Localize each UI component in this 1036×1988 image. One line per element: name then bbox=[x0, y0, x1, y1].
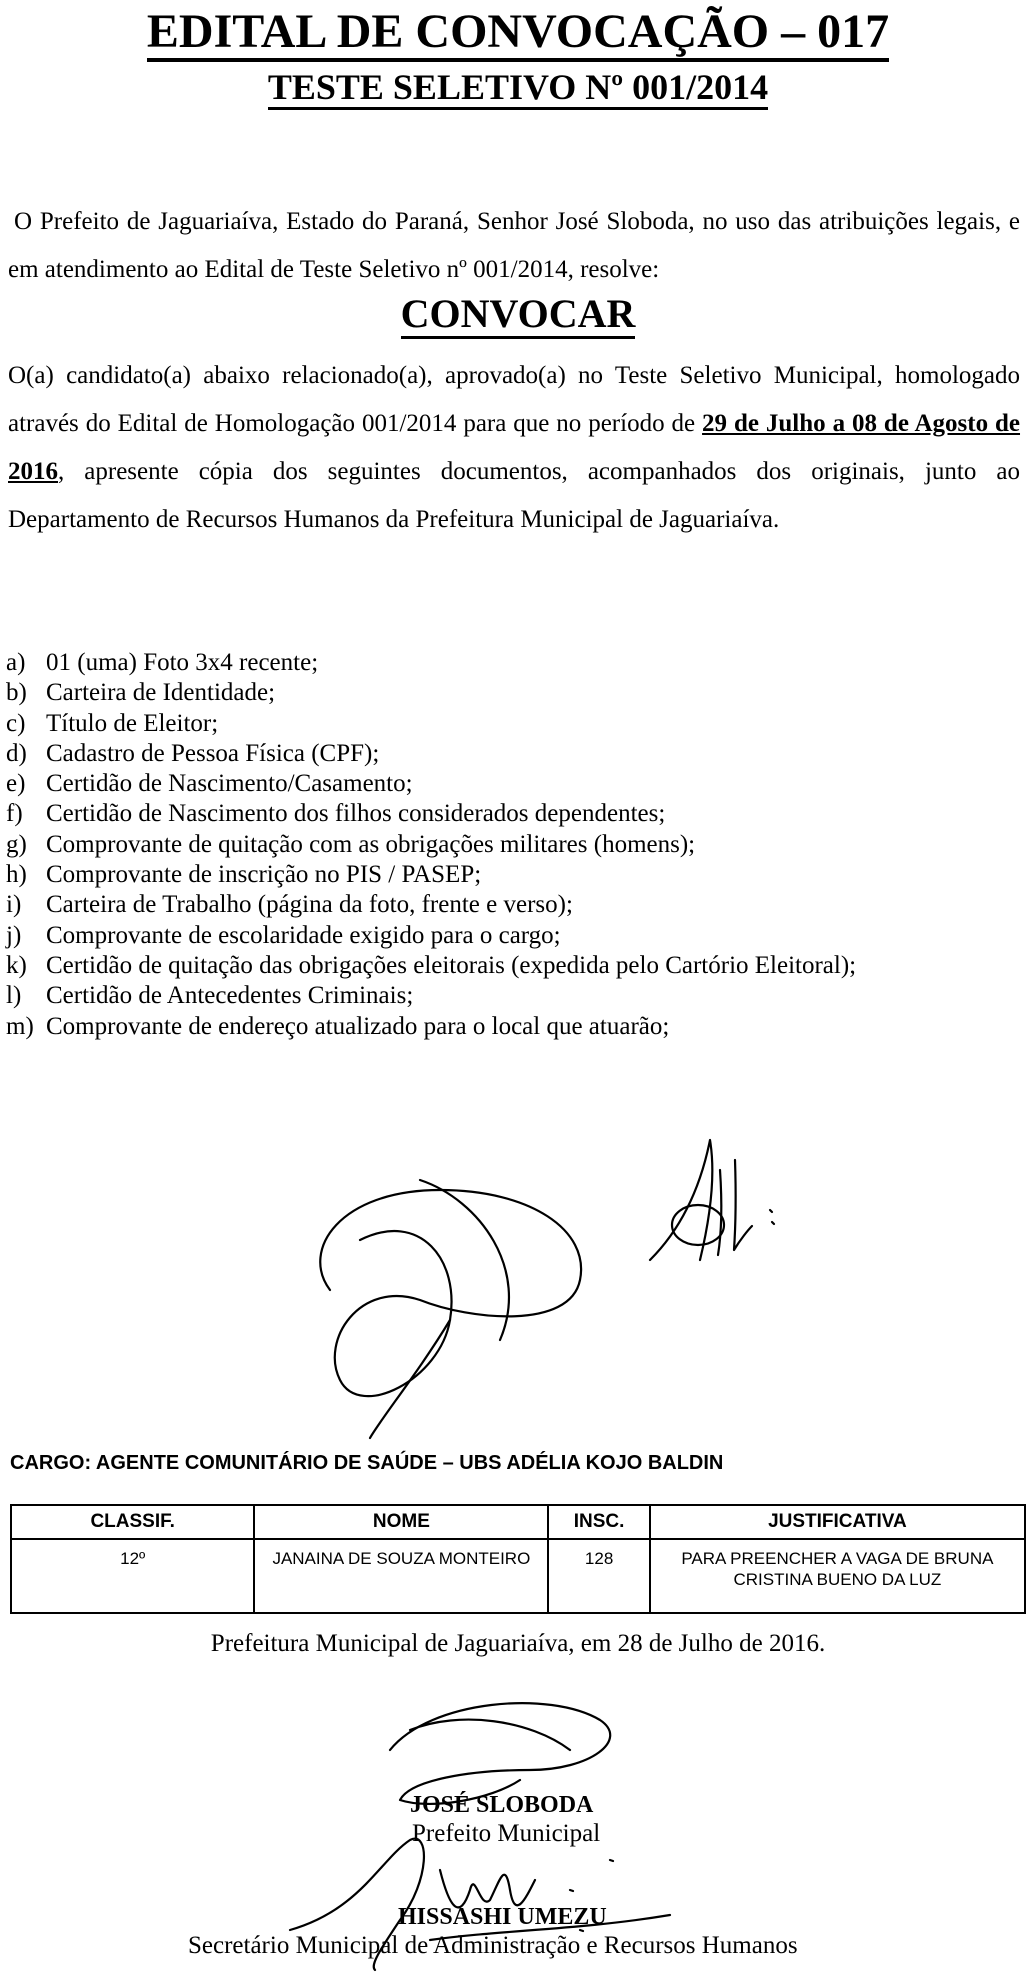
list-item-text: Certidão de Antecedentes Criminais; bbox=[46, 982, 414, 1010]
list-item bbox=[6, 860, 856, 890]
body-paragraph bbox=[8, 352, 1020, 544]
cargo-heading: CARGO: AGENTE COMUNITÁRIO DE SAÚDE – UBS ADÉLIA KOJO BALDIN bbox=[10, 1452, 724, 1474]
list-item bbox=[6, 769, 856, 799]
list-item-text: Certidão de Nascimento dos filhos considerados dependentes; bbox=[46, 800, 666, 828]
list-item bbox=[6, 1012, 856, 1042]
list-item bbox=[6, 890, 856, 920]
signature-1-scribble bbox=[300, 1120, 630, 1440]
cell-insc: 128 bbox=[548, 1539, 649, 1613]
list-item-text: Carteira de Identidade; bbox=[46, 679, 276, 707]
list-item bbox=[6, 648, 856, 678]
list-item-text: Comprovante de inscrição no PIS / PASEP; bbox=[46, 861, 482, 889]
list-item-letter: h) bbox=[6, 861, 27, 889]
list-item-text: Comprovante de escolaridade exigido para o cargo; bbox=[46, 921, 561, 949]
list-item bbox=[6, 739, 856, 769]
list-item-text: Certidão de quitação das obrigações eleitorais (expedida pelo Cartório Eleitoral); bbox=[46, 951, 857, 979]
body-part2: , apresente cópia dos seguintes documentos, acompanhados dos originais, junto ao Departamento de Recursos Humanos da Prefeitura Municipal de Jaguariaíva. bbox=[8, 458, 1020, 533]
signatory-1-role: Prefeito Municipal bbox=[412, 1820, 601, 1847]
list-item-letter: e) bbox=[6, 770, 26, 798]
cell-justificativa: PARA PREENCHER A VAGA DE BRUNA CRISTINA BUENO DA LUZ bbox=[650, 1539, 1025, 1613]
column-header-nome: NOME bbox=[254, 1505, 548, 1539]
list-item-letter: d) bbox=[6, 739, 27, 767]
signature-2-scribble bbox=[640, 1130, 800, 1280]
signatory-2-role: Secretário Municipal de Administração e Recursos Humanos bbox=[188, 1932, 798, 1959]
list-item bbox=[6, 678, 856, 708]
list-item-letter: a) bbox=[6, 649, 26, 676]
list-item-letter: f) bbox=[6, 800, 23, 828]
list-item bbox=[6, 709, 856, 739]
list-item-text: Certidão de Nascimento/Casamento; bbox=[46, 770, 413, 798]
signatory-2-name: HISSASHI UMEZU bbox=[398, 1904, 607, 1930]
list-item-letter: m) bbox=[6, 1012, 34, 1040]
intro-paragraph: O Prefeito de Jaguariaíva, Estado do Paraná, Senhor José Sloboda, no uso das atribuições legais, e em atendimento ao Edital de Teste Seletivo nº 001/2014, resolve: bbox=[8, 208, 1020, 283]
body-part1: O(a) candidato(a) abaixo relacionado(a), aprovado(a) no Teste Seletivo Municipal, homologado através do Edital de Homologação 001/2014 para que no período de bbox=[8, 362, 1020, 437]
list-item-letter: k) bbox=[6, 951, 27, 979]
cell-classif: 12º bbox=[11, 1539, 254, 1613]
document-subtitle: TESTE SELETIVO Nº 001/2014 bbox=[0, 66, 1036, 108]
list-item-text: Comprovante de endereço atualizado para o local que atuarão; bbox=[46, 1012, 670, 1040]
list-item-letter: j) bbox=[6, 921, 22, 949]
list-item-letter: b) bbox=[6, 679, 27, 707]
action-heading: CONVOCAR bbox=[0, 290, 1036, 338]
signatory-1-name: JOSÉ SLOBODA bbox=[410, 1792, 594, 1818]
list-item bbox=[6, 799, 856, 829]
list-item bbox=[6, 951, 856, 981]
list-item-text: Carteira de Trabalho (página da foto, frente e verso); bbox=[46, 891, 573, 919]
column-header-justificativa: JUSTIFICATIVA bbox=[650, 1505, 1025, 1539]
list-item-letter: c) bbox=[6, 709, 26, 737]
document-list bbox=[6, 648, 856, 1042]
list-item-text: Comprovante de quitação com as obrigações militares (homens); bbox=[46, 830, 696, 858]
list-item-text: 01 (uma) Foto 3x4 recente; bbox=[46, 649, 319, 676]
dateline: Prefeitura Municipal de Jaguariaíva, em 28 de Julho de 2016. bbox=[210, 1630, 826, 1657]
list-item bbox=[6, 921, 856, 951]
column-header-classif: CLASSIF. bbox=[11, 1505, 254, 1539]
list-item-letter: l) bbox=[6, 982, 22, 1010]
column-header-insc: INSC. bbox=[548, 1505, 649, 1539]
candidates-table bbox=[10, 1504, 1026, 1614]
list-item-text: Cadastro de Pessoa Física (CPF); bbox=[46, 739, 380, 767]
list-item-letter: g) bbox=[6, 830, 27, 858]
list-item bbox=[6, 981, 856, 1011]
table-row bbox=[11, 1539, 1025, 1613]
list-item bbox=[6, 830, 856, 860]
list-item-letter: i) bbox=[6, 891, 22, 919]
document-title: EDITAL DE CONVOCAÇÃO – 017 bbox=[0, 4, 1036, 60]
cell-nome: JANAINA DE SOUZA MONTEIRO bbox=[254, 1539, 548, 1613]
period-dates: 29 de Julho a 08 de Agosto de 2016 bbox=[8, 410, 1021, 485]
list-item-text: Título de Eleitor; bbox=[46, 709, 219, 737]
